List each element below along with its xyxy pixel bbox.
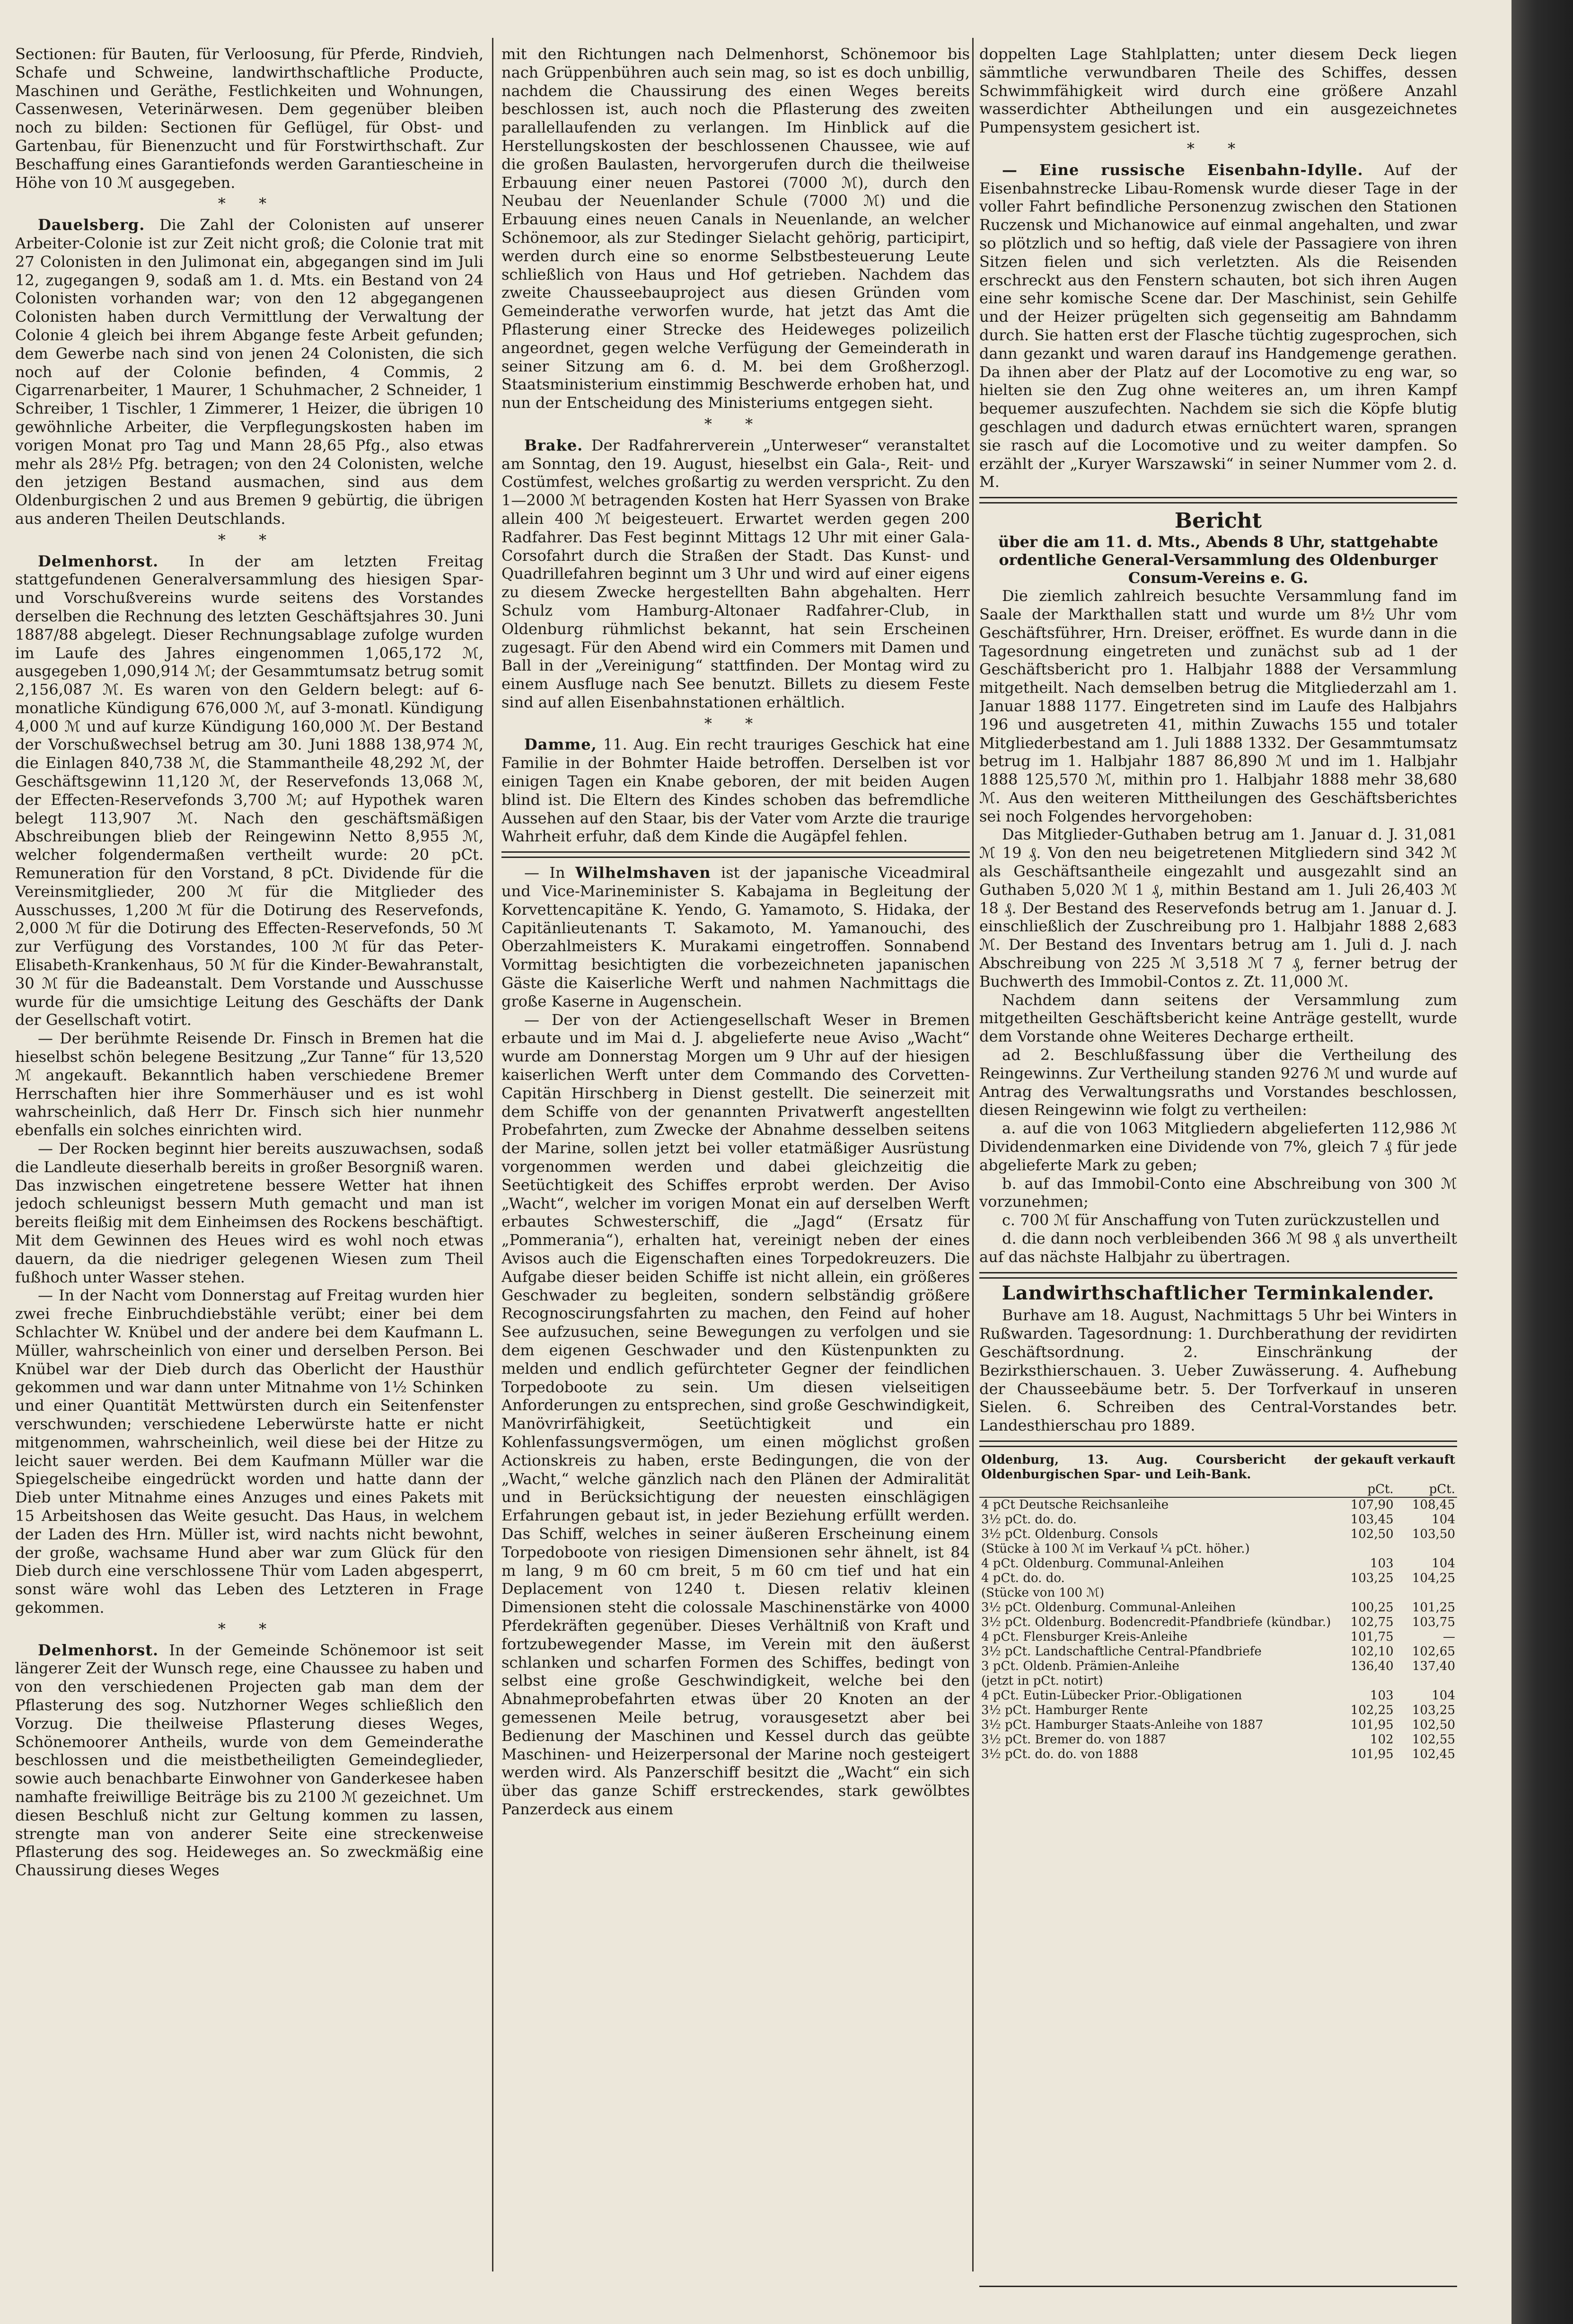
table-row — [979, 1571, 1457, 1586]
stock-sell: 103,75 — [1412, 1615, 1455, 1629]
table-row — [979, 1718, 1457, 1732]
article-brake — [501, 436, 970, 712]
stock-buy: 102,25 — [1350, 1703, 1394, 1717]
stock-name: 4 pCt. do. do. — [981, 1571, 1065, 1585]
table-row — [979, 1512, 1457, 1527]
table-row — [979, 1630, 1457, 1644]
stock-buy: 100,25 — [1350, 1600, 1394, 1615]
stock-unit-buy: pCt. — [1339, 1482, 1396, 1497]
stock-buy: 103,45 — [1350, 1512, 1394, 1527]
paragraph: Das Mitglieder-Guthaben betrug am 1. Januar d. J. 31,081 ℳ 19 ₰. Von den neu beigetretenen Mitgliedern sind 342 ℳ als Geschäftsantheile eingezahlt und ausgezahlt sind an Guthaben 5,020 ℳ 1 ₰, mithin Bestand am 1. Juli 26,403 ℳ 18 ₰. Der Bestand des Reservefonds betrug am 1. Januar d. J. einschließlich der Zuschreibung pro 1. Halbjahr 1888 2,683 ℳ. Der Bestand des Inventars betrug am 1. Juli d. J. nach Abschreibung von 225 ℳ 3,518 ℳ 7 ₰, ferner betrug der Buchwerth des Immobil-Contos z. Zt. 11,000 ℳ. — [979, 825, 1457, 990]
paragraph: — In der Nacht vom Donnerstag auf Freitag wurden hier zwei freche Einbruchdiebstähle verübt; einer bei dem Schlachter W. Knübel und der andere bei dem Kaufmann L. Müller, wahrscheinlich von einer und derselben Person. Bei Knübel war der Dieb durch das Oberlicht der Hausthür gekommen und war dann unter Mitnahme von 1½ Schinken und einer Quantität Mettwürsten durch ein Seitenfenster verschwunden; verschiedene Leberwürste hatte er nicht mitgenommen, wahrscheinlich, weil diese bei der Hitze zu leicht sauer werden. Bei dem Kaufmann Müller war die Spiegelscheibe eingedrückt worden und hatte dann der Dieb unter Mitnahme eines Anzuges und eines Pakets mit 15 Arbeitshosen das Weite gesucht. Das Haus, in welchem der Laden des Hrn. Müller ist, wird nachts nicht bewohnt, der große, wachsame Hund aber war zum Glück für den Dieb durch eine verschlossene Thür vom Laden abgesperrt, sonst wäre wohl das Leben des Letzteren in Frage gekommen. — [15, 1286, 483, 1617]
list-item: b. auf das Immobil-Conto eine Abschreibung von 300 ℳ vorzunehmen; — [979, 1174, 1457, 1211]
stock-unit-row — [979, 1482, 1457, 1497]
stock-buy: 102,10 — [1350, 1644, 1394, 1659]
table-row — [979, 1688, 1457, 1703]
table-row — [979, 1703, 1457, 1718]
column-2 — [501, 45, 970, 2307]
stock-name: 3½ pCt. Oldenburg. Consols — [981, 1527, 1158, 1541]
stock-sell — [1396, 1586, 1457, 1600]
article-text: In der Gemeinde Schönemoor ist seit längerer Zeit der Wunsch rege, eine Chaussee zu haben und von den verschiedenen Projecten gab man dem der Pflasterung des sog. Nutzhorner Weges schließlich den Vorzug. Die theilweise Pflasterung dieses Weges, Schönemoorer Antheils, wurde von dem Gemeinderathe beschlossen und die meistbetheiligten Gemeindeglieder, sowie auch benachbarte Einwohner von Ganderkesee haben namhafte freiwillige Beiträge bis zu 2100 ℳ gezeichnet. Um diesen Beschluß nicht zur Geltung kommen zu lassen, strengte man von anderer Seite eine streckenweise Pflasterung des sog. Heideweges an. So zweckmäßig eine Chaussirung dieses Weges — [15, 1641, 483, 1880]
article-eisenbahn-idylle — [979, 161, 1457, 491]
stock-sell: 104 — [1432, 1556, 1455, 1571]
stock-sell: 104 — [1432, 1688, 1455, 1703]
stock-buy: 136,40 — [1350, 1659, 1394, 1673]
stock-buy: 102,50 — [1350, 1527, 1394, 1541]
stock-sell: 102,65 — [1412, 1644, 1455, 1659]
paragraph: Nachdem dann seitens der Versammlung zum mitgetheilten Geschäftsbericht keine Anträge gestellt, wurde dem Vorstande ohne Weiteres Decharge ertheilt. — [979, 990, 1457, 1046]
table-row — [979, 1674, 1457, 1688]
separator-stars: * * — [218, 1619, 281, 1638]
double-rule — [979, 497, 1457, 504]
paragraph: ad 2. Beschlußfassung über die Vertheilung des Reingewinns. Zur Vertheilung standen 9276 ℳ und wurde auf Antrag des Verwaltungsraths und Vorstandes beschlossen, diesen Reingewinn wie folgt zu vertheilen: — [979, 1046, 1457, 1119]
stock-sell — [1396, 1674, 1457, 1688]
paragraph: — Der Rocken beginnt hier bereits auszuwachsen, sodaß die Landleute dieserhalb bereits in großer Besorgniß waren. Das inzwischen eingetretene bessere Wetter hat ihnen jedoch schleunigst bessern Muth gemacht und man ist bereits fleißig mit dem Einheimsen des Rockens beschäftigt. Mit dem Gewinnen des Heues wird es wohl noch etwas dauern, da die niedriger gelegenen Wiesen zum Theil fußhoch unter Wasser stehen. — [15, 1140, 483, 1286]
stock-buy: 102 — [1370, 1732, 1394, 1747]
table-row — [979, 1542, 1457, 1556]
article-heading: Brake. — [524, 436, 583, 454]
table-row — [979, 1586, 1457, 1600]
article-text: Auf der Eisenbahnstrecke Libau-Romensk wurde dieser Tage in der voller Fahrt befindliche Personenzug zwischen den Stationen Ruczensk und Michanowice auf einmal angehalten, und zwar so plötzlich und so heftig, daß viele der Passagiere von ihren Sitzen fielen und sich verletzten. Als die Reisenden erschreckt aus den Fenstern schauten, bot sich ihren Augen eine sehr komische Scene dar. Der Maschinist, sein Gehilfe und der Heizer prügelten sich gegenseitig am Bahndamm durch. Sie hatten erst der Flasche tüchtig zugesprochen, sich dann gezankt und waren darauf ins Handgemenge gerathen. Da ihnen aber der Platz auf der Locomotive zu eng war, so hielten sie den Zug ohne weiteres an, um ihren Kampf bequemer auszufechten. Nachdem sie sich die Köpfe blutig geschlagen und dadurch etwas ernüchtert waren, sprangen sie rasch auf die Locomotive und zu weiter dampfen. So erzählt der „Kuryer Warszawski“ in seiner Nummer vom 2. d. M. — [979, 160, 1457, 491]
list-item: c. 700 ℳ für Anschaffung von Tuten zurückzustellen und — [1002, 1211, 1440, 1229]
stock-name: 3½ pCt. Hamburger Staats-Anleihe von 1887 — [981, 1717, 1264, 1732]
separator-stars: * * — [218, 194, 281, 213]
article-text: In der am letzten Freitag stattgefundenen Generalversammlung des hiesigen Spar- und Vorschußvereins wurde seitens des Vorstandes derselben die Rechnung des letzten Geschäftsjahres 30. Juni 1887/88 abgelegt. Dieser Rechnungsablage zufolge wurden im Laufe des Jahres eingenommen 1,065,172 ℳ, ausgegeben 1,090,914 ℳ; der Gesammtumsatz betrug somit 2,156,087 ℳ. Es waren von den Geldern belegt: auf 6-monatliche Kündigung 676,000 ℳ, auf 3-monatl. Kündigung 4,000 ℳ und auf kurze Kündigung 160,000 ℳ. Der Bestand der Vorschußwechsel betrug am 30. Juni 1888 138,974 ℳ, die Einlagen 840,738 ℳ, die Stammantheile 48,292 ℳ, der Geschäftsgewinn 11,120 ℳ, der Reservefonds 13,068 ℳ, der Effecten-Reservefonds 3,700 ℳ; auf Hypothek waren belegt 113,907 ℳ. Nach den geschäftsmäßigen Abschreibungen blieb der Reingewinn Netto 8,955 ℳ, welcher folgendermaßen vertheilt wurde: 20 pCt. Remuneration für den Vorstand, 8 pCt. Dividende für die Vereinsmitglieder, 200 ℳ für die Mitglieder des Ausschusses, 1,200 ℳ für die Dotirung des Reservefonds, 2,000 ℳ für die Dotirung des Effecten-Reservefonds, 50 ℳ zur Verfügung des Vorstandes, 100 ℳ für das Peter-Elisabeth-Krankenhaus, 50 ℳ für die Kinder-Bewahranstalt, 30 ℳ für die Badeanstalt. Dem Vorstande und Ausschusse wurde für die umsichtige Leitung des Geschäfts der Dank der Gesellschaft votirt. — [15, 552, 483, 1029]
table-row — [979, 1556, 1457, 1571]
article-dauelsberg — [15, 216, 483, 528]
stock-buy — [1339, 1586, 1396, 1600]
bericht-title: Bericht — [1174, 509, 1262, 533]
article-text: Die Zahl der Colonisten auf unserer Arbeiter-Colonie ist zur Zeit nicht groß; die Colonie trat mit 27 Colonisten in den Julimonat ein, abgegangen sind im Juli 12, zugegangen 9, sodaß am 1. d. Mts. ein Bestand von 24 Colonisten vorhanden war; von den 12 abgegangenen Colonisten haben durch Vermittlung der Verwaltung der Colonie 4 gleich bei ihrem Abgange feste Arbeit gefunden; dem Gewerbe nach sind von jenen 24 Colonisten, die sich noch auf der Colonie befinden, 4 Commis, 2 Cigarrenarbeiter, 1 Maurer, 1 Schuhmacher, 2 Schneider, 1 Schreiber, 1 Tischler, 1 Zimmerer, 1 Heizer, die übrigen 10 gewöhnliche Arbeiter, die Verpflegungskosten haben im vorigen Monat pro Tag und Mann 28,65 Pfg., also etwas mehr als 28½ Pfg. betragen; von den 24 Colonisten, welche den jetzigen Bestand ausmachen, sind aus dem Oldenburgischen 2 und aus Bremen 9 gebürtig, die übrigen aus anderen Theilen Deutschlands. — [15, 216, 483, 528]
article-heading: Wilhelmshaven — [575, 864, 711, 882]
separator-stars: * * — [218, 530, 281, 549]
stock-sell: 102,55 — [1412, 1732, 1455, 1747]
stock-name: 3 pCt. Oldenb. Prämien-Anleihe — [981, 1659, 1179, 1673]
stock-sell: 137,40 — [1412, 1659, 1455, 1673]
stock-col-sell: verkauft — [1397, 1452, 1455, 1467]
stock-name: 4 pCt. Oldenburg. Communal-Anleihen — [981, 1556, 1224, 1571]
article-heading: — Eine russische Eisenbahn-Idylle. — [1002, 160, 1363, 179]
stock-table — [979, 1453, 1457, 1762]
list-item: d. die dann noch verbleibenden 366 ℳ 98 ₰ als unvertheilt auf das nächste Halbjahr zu übertragen. — [979, 1229, 1457, 1266]
stock-sell: 104 — [1432, 1512, 1455, 1527]
stock-sell: 103,50 — [1412, 1527, 1455, 1541]
stock-sell — [1396, 1542, 1457, 1556]
bottom-rule — [979, 2286, 1457, 2287]
article-heading: Delmenhorst. — [38, 1641, 159, 1659]
table-row — [979, 1615, 1457, 1630]
article-heading: Damme, — [524, 735, 597, 754]
stock-name: 3½ pCt. Oldenburg. Bodencredit-Pfandbriefe (kündbar.) — [981, 1615, 1331, 1629]
stock-col-buy: gekauft — [1341, 1452, 1394, 1467]
stock-sell: — — [1443, 1629, 1455, 1644]
stock-header-row — [979, 1453, 1457, 1482]
stock-name: 3½ pCt. do. do. — [981, 1512, 1077, 1527]
stock-buy: 101,95 — [1350, 1717, 1394, 1732]
stock-buy: 103 — [1370, 1556, 1394, 1571]
stock-header: Oldenburg, 13. Aug. Coursbericht der Oldenburgischen Spar- und Leih-Bank. — [981, 1452, 1337, 1482]
paragraph: Sectionen: für Bauten, für Verloosung, für Pferde, Rindvieh, Schafe und Schweine, landwirthschaftliche Producte, Maschinen und Geräthe, Festlichkeiten und Wohnungen, Cassenwesen, Veterinärwesen. Dem gegenüber bleiben noch zu bilden: Sectionen für Geflügel, für Obst- und Gartenbau, für Bienenzucht und für Forstwirthschaft. Zur Beschaffung eines Garantiefonds werden Garantiescheine in Höhe von 10 ℳ ausgegeben. — [15, 45, 483, 192]
double-rule — [501, 851, 970, 858]
table-row — [979, 1600, 1457, 1615]
list-item: a. auf die von 1063 Mitgliedern abgelieferten 112,986 ℳ Dividendenmarken eine Dividende von 7%, gleich 7 ₰ für jede abgelieferte Mark zu geben; — [979, 1119, 1457, 1174]
stock-buy: 103 — [1370, 1688, 1394, 1703]
column-rule — [492, 38, 493, 2271]
stock-sell: 102,45 — [1412, 1747, 1455, 1761]
double-rule — [979, 1440, 1457, 1447]
stock-buy — [1339, 1674, 1396, 1688]
article-heading: Dauelsberg. — [38, 216, 145, 234]
terminkalender-title: Landwirthschaftlicher Terminkalender. — [1002, 1281, 1435, 1304]
stock-sell: 104,25 — [1412, 1571, 1455, 1585]
stock-name: 3½ pCt. do. do. von 1888 — [981, 1747, 1138, 1761]
stock-buy: 107,90 — [1350, 1497, 1394, 1512]
table-row — [979, 1497, 1457, 1512]
table-row — [979, 1527, 1457, 1542]
paragraph: mit den Richtungen nach Delmenhorst, Schönemoor bis nach Grüppenbühren auch sein mag, so ist es doch unbillig, nachdem die Chaussirung des einen Weges bereits beschlossen ist, auch noch die Pflasterung des zweiten parallellaufenden zu verlangen. Im Hinblick auf die Herstellungskosten der beschlossenen Chaussee, wie auf die großen Baulasten, hervorgerufen durch die theilweise Erbauung einer neuen Pastorei (7000 ℳ), durch den Neubau der Neuenlander Schule (7000 ℳ) und die Erbauung eines neuen Canals in Neuenlande, an welcher Schönemoor, als zur Stedinger Sielacht gehörig, participirt, werden durch eine so enorme Selbstbesteuerung Leute schließlich von Haus und Hof getrieben. Nachdem das zweite Chausseebauproject aus diesen Gründen vom Gemeinderathe verworfen wurde, hat jetzt das Amt die Pflasterung einer Strecke des Heideweges polizeilich angeordnet, gegen welche Verfügung der Gemeinderath in seiner Sitzung am 6. d. M. bei dem Großherzogl. Staatsministerium einstimmig Beschwerde erhoben hat, und nun der Entscheidung des Ministeriums entgegen sieht. — [501, 45, 970, 412]
article-delmenhorst-2 — [15, 1641, 483, 1880]
stock-name: 3½ pCt. Landschaftliche Central-Pfandbriefe — [981, 1644, 1262, 1659]
table-row — [979, 1659, 1457, 1674]
page-edge-shadow — [1511, 0, 1573, 2324]
stock-name: (Stücke von 100 ℳ) — [981, 1585, 1105, 1600]
article-text: Der Radfahrerverein „Unterweser“ veranstaltet am Sonntag, den 19. August, hieselbst ein Gala-, Reit- und Costümfest, welches großartig zu werden verspricht. Zu den 1—2000 ℳ betragenden Kosten hat Herr Syassen von Brake allein 400 ℳ beigesteuert. Erwartet werden gegen 200 Radfahrer. Das Fest beginnt Mittags 12 Uhr mit einer Gala-Corsofahrt durch die Straßen der Stadt. Das Kunst- und Quadrillefahren beginnt um 3 Uhr und wird auf einer eigens zu diesem Zwecke hergestellten Bahn abgehalten. Herr Schulz vom Hamburg-Altonaer Radfahrer-Club, in Oldenburg rühmlichst bekannt, hat sein Erscheinen zugesagt. Für den Abend wird ein Commers mit Damen und Ball in der „Vereinigung“ stattfinden. Der Montag wird zu einem Ausfluge nach See benutzt. Billets zu diesem Feste sind auf allen Eisenbahnstationen erhältlich. — [501, 436, 970, 711]
stock-buy: 102,75 — [1350, 1615, 1394, 1629]
article-heading: Delmenhorst. — [38, 552, 159, 570]
separator-stars: * * — [1186, 139, 1250, 158]
stock-sell: 102,50 — [1412, 1717, 1455, 1732]
article-text: ist der japanische Viceadmiral und Vice-Marineminister S. Kabajama in Begleitung der Korvettencapitäne K. Yendo, G. Yamamoto, S. Hidaka, der Capitänlieutenants T. Sakamoto, M. Yamanouchi, des Oberzahlmeisters K. Murakami eingetroffen. Sonnabend Vormittag besichtigten die vorbezeichneten japanischen Gäste die Kaiserliche Werft und nahmen Nachmittags die große Kaserne in Augenschein. — [501, 864, 970, 1010]
stock-buy: 101,95 — [1350, 1747, 1394, 1761]
stock-buy: 103,25 — [1350, 1571, 1394, 1585]
stock-buy — [1339, 1542, 1396, 1556]
paragraph: Burhave am 18. August, Nachmittags 5 Uhr bei Winters in Rußwarden. Tagesordnung: 1. Durchberathung der revidirten Geschäftsordnung. 2. Einschränkung der Bezirksthierschauen. 3. Ueber Zuwässerung. 4. Aufhebung der Chausseebäume betr. 5. Der Torfverkauf in unseren Sielen. 6. Schreiben des Central-Vorstandes betr. Landesthierschau pro 1889. — [979, 1306, 1457, 1435]
stock-unit-sell: pCt. — [1396, 1482, 1457, 1497]
stock-sell: 103,25 — [1412, 1703, 1455, 1717]
stock-name: 3½ pCt. Hamburger Rente — [981, 1703, 1148, 1717]
article-text: 11. Aug. Ein recht trauriges Geschick hat eine Familie in der Bohmter Haide betroffen. Derselben ist vor einigen Tagen ein Knabe geboren, der mit beiden Augen blind ist. Die Eltern des Kindes schoben das befremdliche Aussehen auf den Staar, bis der Vater vom Arzte die traurige Wahrheit erfuhr, daß dem Kinde die Augäpfel fehlen. — [501, 735, 970, 846]
stock-report — [979, 1453, 1457, 1762]
paragraph: Die ziemlich zahlreich besuchte Versammlung fand im Saale der Markthallen statt und wurde um 8½ Uhr vom Geschäftsführer, Hrn. Dreiser, eröffnet. Es wurde dann in die Tagesordnung eingetreten und zunächst sub ad 1 der Geschäftsbericht pro 1. Halbjahr 1888 der Versammlung mitgetheilt. Nach demselben betrug die Mitgliederzahl am 1. Januar 1888 1177. Eingetreten sind im Laufe des Halbjahrs 196 und ausgetreten 41, mithin Zuwachs 155 und totaler Mitgliederbestand am 1. Juli 1888 1332. Der Gesammtumsatz betrug im 1. Halbjahr 1887 86,890 ℳ und im 1. Halbjahr 1888 125,570 ℳ, mithin pro 1. Halbjahr 1888 mehr 38,680 ℳ. Aus den weiteren Mittheilungen des Geschäftsberichtes sei noch Folgendes hervorgehoben: — [979, 587, 1457, 825]
table-row — [979, 1732, 1457, 1747]
stock-sell: 101,25 — [1412, 1600, 1455, 1615]
stock-name: 4 pCt. Eutin-Lübecker Prior.-Obligationen — [981, 1688, 1242, 1703]
column-1 — [15, 45, 483, 2307]
double-rule — [979, 1272, 1457, 1279]
bericht-subtitle: über die am 11. d. Mts., Abends 8 Uhr, stattgehabte ordentliche General-Versammlung des Oldenburger Consum-Vereins e. G. — [998, 533, 1438, 587]
stock-name: 3½ pCt. Oldenburg. Communal-Anleihen — [981, 1600, 1236, 1615]
column-rule — [972, 38, 974, 2271]
paragraph: doppelten Lage Stahlplatten; unter diesem Deck liegen sämmtliche verwundbaren Theile des Schiffes, dessen Schwimmfähigkeit wird durch eine größere Anzahl wasserdichter Abtheilungen und ein ausgezeichnetes Pumpensystem gesichert ist. — [979, 45, 1457, 137]
stock-name: (jetzt in pCt. notirt) — [981, 1673, 1103, 1688]
table-row — [979, 1644, 1457, 1659]
column-3 — [979, 45, 1457, 2307]
stock-name: 3½ pCt. Bremer do. von 1887 — [981, 1732, 1167, 1747]
stock-name: (Stücke à 100 ℳ im Verkauf ¼ pCt. höher.) — [981, 1541, 1250, 1556]
paragraph: — Der berühmte Reisende Dr. Finsch in Bremen hat die hieselbst schön belegene Besitzung „Zur Tanne“ für 13,520 ℳ angekauft. Bekanntlich haben verschiedene Bremer Herrschaften hier ihre Sommerhäuser und es ist wohl wahrscheinlich, daß Herr Dr. Finsch sich hier nunmehr ebenfalls ein solches einrichten wird. — [15, 1029, 483, 1140]
paragraph: — Der von der Actiengesellschaft Weser in Bremen erbaute und im Mai d. J. abgelieferte neue Aviso „Wacht“ wurde am Donnerstag Morgen um 9 Uhr auf der hiesigen kaiserlichen Werft unter dem Commando des Corvetten-Capitän Hirschberg in Dienst gestellt. Die seinerzeit mit dem Schiffe von der genannten Privatwerft angestellten Probefahrten, zum Zwecke der Abnahme desselben seitens der Marine, sollen jetzt bei voller etatmäßiger Ausrüstung vorgenommen werden und dabei gleichzeitig die Seetüchtigkeit des Schiffes erprobt werden. Der Aviso „Wacht“, welcher im vorigen Monat ein auf derselben Werft erbautes Schwesterschiff, die „Jagd“ (Ersatz für „Pommerania“), erhalten hat, vereinigt neben der eines Avisos auch die Eigenschaften eines Torpedokreuzers. Die Aufgabe dieser beiden Schiffe ist nicht allein, ein größeres Geschwader zu begleiten, sondern selbständig größere Recognoscirungsfahrten zu machen, den Feind auf hoher See aufzusuchen, seine Bewegungen zu verfolgen und sie dem eigenen Geschwader und den Küstenpunkten zu melden und endlich gefürchteter Gegner der feindlichen Torpedoboote zu sein. Um diesen vielseitigen Anforderungen zu entsprechen, sind große Geschwindigkeit, Manövrirfähigkeit, Seetüchtigkeit und ein Kohlenfassungsvermögen, um einen möglichst großen Actionskreis zu haben, erste Bedingungen, die von der „Wacht,“ welche gänzlich nach den Plänen der Admiralität und in Berücksichtigung der neuesten einschlägigen Erfahrungen gebaut ist, in jeder Beziehung erfüllt werden. Das Schiff, welches in seiner äußeren Erscheinung einem Torpedoboote von riesigen Dimensionen sehr ähnelt, ist 84 m lang, 9 m 60 cm breit, 5 m 60 cm tief und hat ein Deplacement von 1240 t. Diesen relativ kleinen Dimensionen steht die colossale Maschinenstärke von 4000 Pferdekräften gegenüber. Dieses Verhältniß von Kraft und fortzubewegender Masse, im Verein mit den äußerst schlanken und scharfen Formen des Schiffes, bedingt von selbst eine große Geschwindigkeit, welche bei den Abnahmeprobefahrten etwas über 20 Knoten an der gemessenen Meile betrug, vorausgesetzt aber bei Bedienung der Maschinen und Kessel durch das geübte Maschinen- und Heizerpersonal der Marine noch gesteigert werden wird. Als Panzerschiff besitzt die „Wacht“ ein sich über das ganze Schiff erstreckendes, stark gewölbtes Panzerdeck aus einem — [501, 1010, 970, 1818]
article-delmenhorst-1 — [15, 552, 483, 1030]
stock-name: 4 pCt Deutsche Reichsanleihe — [981, 1497, 1169, 1512]
stock-sell: 108,45 — [1412, 1497, 1455, 1512]
stock-rows — [979, 1497, 1457, 1762]
stock-name: 4 pCt. Flensburger Kreis-Anleihe — [981, 1629, 1188, 1644]
stock-buy: 101,75 — [1350, 1629, 1394, 1644]
separator-stars: * * — [704, 714, 767, 733]
separator-stars: * * — [704, 415, 767, 433]
article-damme — [501, 735, 970, 846]
article-wilhelmshaven — [501, 864, 970, 1010]
table-row — [979, 1747, 1457, 1762]
article-intro: — In — [524, 864, 565, 882]
